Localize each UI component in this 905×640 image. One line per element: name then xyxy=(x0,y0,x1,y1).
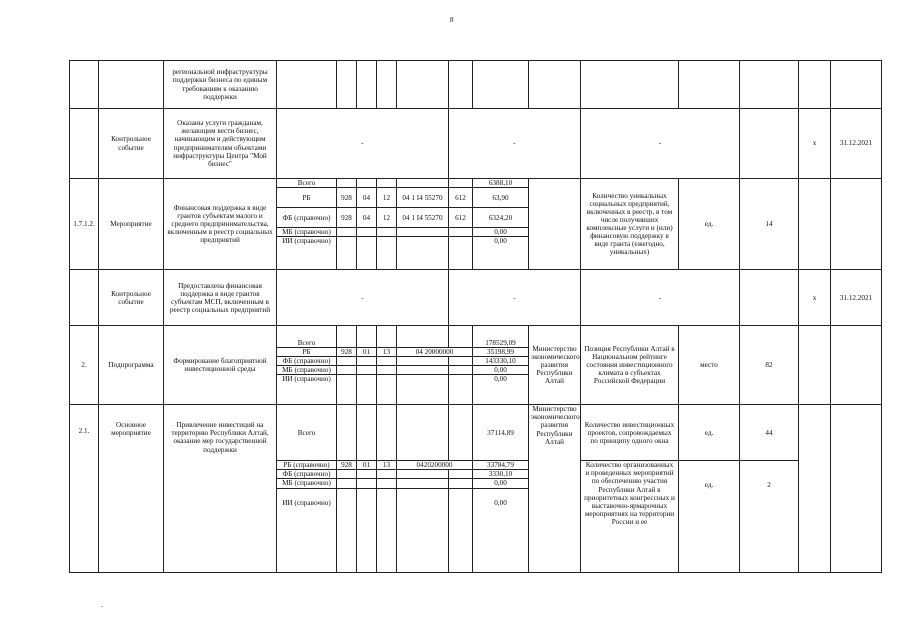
r2-type: Подпрограмма xyxy=(99,326,164,405)
table-row-2-total xyxy=(70,326,882,348)
table-row-21-total xyxy=(70,405,882,461)
ks1-dash-2: - xyxy=(449,109,581,179)
fin-sum: 3330,10 xyxy=(473,470,529,479)
r21-unit-2: ед. xyxy=(679,461,740,572)
fin-sum: 143330,10 xyxy=(473,357,529,366)
fin-source: РБ (справочно) xyxy=(277,461,337,470)
fin-vr: 612 xyxy=(449,188,473,208)
fin-source: МБ (справочно) xyxy=(277,366,337,375)
fin-source: ФБ (справочно) xyxy=(277,470,337,479)
r21-name: Привлечение инвестиций на территорию Республики Алтай, оказание мер государственной поддержки xyxy=(164,405,277,572)
carry-name: региональной инфраструктуры поддержки бизнеса по единым требованиям к оказанию поддержки xyxy=(164,61,277,109)
page-marker: 8 xyxy=(450,16,454,24)
ks2-date: 31.12.2021 xyxy=(831,270,882,326)
ks2-dash-3: - xyxy=(581,270,740,326)
r21-type: Основное мероприятие xyxy=(99,405,164,572)
fin-sum: 0,00 xyxy=(473,479,529,488)
table-row-1712-total xyxy=(70,179,882,188)
fin-sum: 178529,09 xyxy=(473,326,529,348)
fin-rz: 04 xyxy=(357,188,377,208)
r21-value-2: 2 xyxy=(740,461,799,572)
ks2-dash-1: - xyxy=(277,270,449,326)
fin-sum: 0,00 xyxy=(473,488,529,572)
r2-indicator: Позиция Республики Алтай в Национальном рейтинге состояния инвестиционного климата в субъектах Российской Федерации xyxy=(581,326,679,405)
fin-csr: 04 1 I4 55270 xyxy=(397,188,449,208)
r1712-value: 14 xyxy=(740,179,799,270)
fin-grbs: 928 xyxy=(337,188,357,208)
fin-csr xyxy=(397,179,449,188)
ks1-date: 31.12.2021 xyxy=(831,109,882,179)
r2-value: 82 xyxy=(740,326,799,405)
ks2-x: х xyxy=(799,270,831,326)
fin-source: Всего xyxy=(277,405,337,461)
fin-pr: 13 xyxy=(377,461,397,470)
r21-num: 2.1. xyxy=(70,405,99,572)
fin-grbs: 928 xyxy=(337,348,357,357)
bottom-marker: - xyxy=(101,604,103,610)
r1712-indicator: Количество уникальных социальных предприятий, включенных в реестр, в том числе получивших комплексные услуги и (или) финансовую поддержку в виде гранта (ежегодно, уникальных) xyxy=(581,179,679,270)
program-table xyxy=(69,60,882,573)
r2-unit: место xyxy=(679,326,740,405)
ks1-x: х xyxy=(799,109,831,179)
fin-grbs xyxy=(337,179,357,188)
fin-pr: 13 xyxy=(377,348,397,357)
fin-source: РБ xyxy=(277,188,337,208)
fin-sum: 33784,79 xyxy=(473,461,529,470)
r2-num: 2. xyxy=(70,326,99,405)
fin-source: ИИ (справочно) xyxy=(277,488,337,572)
fin-source: РБ xyxy=(277,348,337,357)
fin-pr: 12 xyxy=(377,208,397,228)
fin-csr: 04 1 I4 55270 xyxy=(397,208,449,228)
fin-pr xyxy=(377,179,397,188)
r2-name: Формирование благоприятной инвестиционной среды xyxy=(164,326,277,405)
fin-sum: 35198,99 xyxy=(473,348,529,357)
ks2-dash-2: - xyxy=(449,270,581,326)
fin-source: Всего xyxy=(277,179,337,188)
fin-sum: 0,00 xyxy=(473,228,529,237)
fin-rz: 04 xyxy=(357,208,377,228)
ks2-type: Контрольное событие xyxy=(99,270,164,326)
fin-csr: 04 20000000 xyxy=(397,348,473,357)
r1712-name: Финансовая поддержка в виде грантов субъектам малого и среднего предпринимательства, включенным в реестр социальных предприятий xyxy=(164,179,277,270)
table-row-control-event-2 xyxy=(70,270,882,326)
fin-source: МБ (справочно) xyxy=(277,228,337,237)
fin-grbs: 928 xyxy=(337,208,357,228)
r21-indicator-1: Количество инвестиционных проектов, сопровождаемых по принципу одного окна xyxy=(581,405,679,461)
r21-value-1: 44 xyxy=(740,405,799,461)
r21-unit-1: ед. xyxy=(679,405,740,461)
fin-sum: 0,00 xyxy=(473,366,529,375)
fin-sum: 6324,20 xyxy=(473,208,529,228)
ks1-dash-3: - xyxy=(581,109,740,179)
table-row-control-event-1 xyxy=(70,109,882,179)
fin-sum: 63,90 xyxy=(473,188,529,208)
fin-vr xyxy=(449,179,473,188)
fin-sum: 6388,10 xyxy=(473,179,529,188)
fin-csr: 0420200000 xyxy=(397,461,473,470)
ks1-type: Контрольное событие xyxy=(99,109,164,179)
ks1-name: Оказаны услуги гражданам, желающим вести бизнес, начинающим и действующим предпринимателям объектами инфраструктуры Центра "Мой бизнес" xyxy=(164,109,277,179)
fin-sum: 0,00 xyxy=(473,375,529,405)
fin-source: ИИ (справочно) xyxy=(277,375,337,405)
r1712-type: Мероприятие xyxy=(99,179,164,270)
fin-rz xyxy=(357,179,377,188)
fin-source: ФБ (справочно) xyxy=(277,357,337,366)
fin-rz: 01 xyxy=(357,461,377,470)
r21-executor: Министерство экономического развития Республики Алтай xyxy=(529,405,581,572)
r1712-num: 1.7.1.2. xyxy=(70,179,99,270)
fin-sum: 37114,89 xyxy=(473,405,529,461)
fin-source: ИИ (справочно) xyxy=(277,237,337,270)
fin-vr: 612 xyxy=(449,208,473,228)
table-row-carry xyxy=(70,61,882,109)
r2-executor: Министерство экономического развития Республики Алтай xyxy=(529,326,581,405)
r21-indicator-2: Количество организованных и проведенных мероприятий по обеспечению участия Республики Алтай в приоритетных конгрессных и выставочно-ярмарочных мероприятиях на территории России и ее xyxy=(581,461,679,572)
fin-source: Всего xyxy=(277,326,337,348)
ks1-dash-1: - xyxy=(277,109,449,179)
fin-source: МБ (справочно) xyxy=(277,479,337,488)
fin-source: ФБ (справочно) xyxy=(277,208,337,228)
ks2-name: Предоставлена финансовая поддержка в виде грантов субъектам МСП, включенным в реестр социальных предприятий xyxy=(164,270,277,326)
fin-rz: 01 xyxy=(357,348,377,357)
r1712-unit: ед. xyxy=(679,179,740,270)
fin-pr: 12 xyxy=(377,188,397,208)
fin-grbs: 928 xyxy=(337,461,357,470)
fin-sum: 0,00 xyxy=(473,237,529,270)
